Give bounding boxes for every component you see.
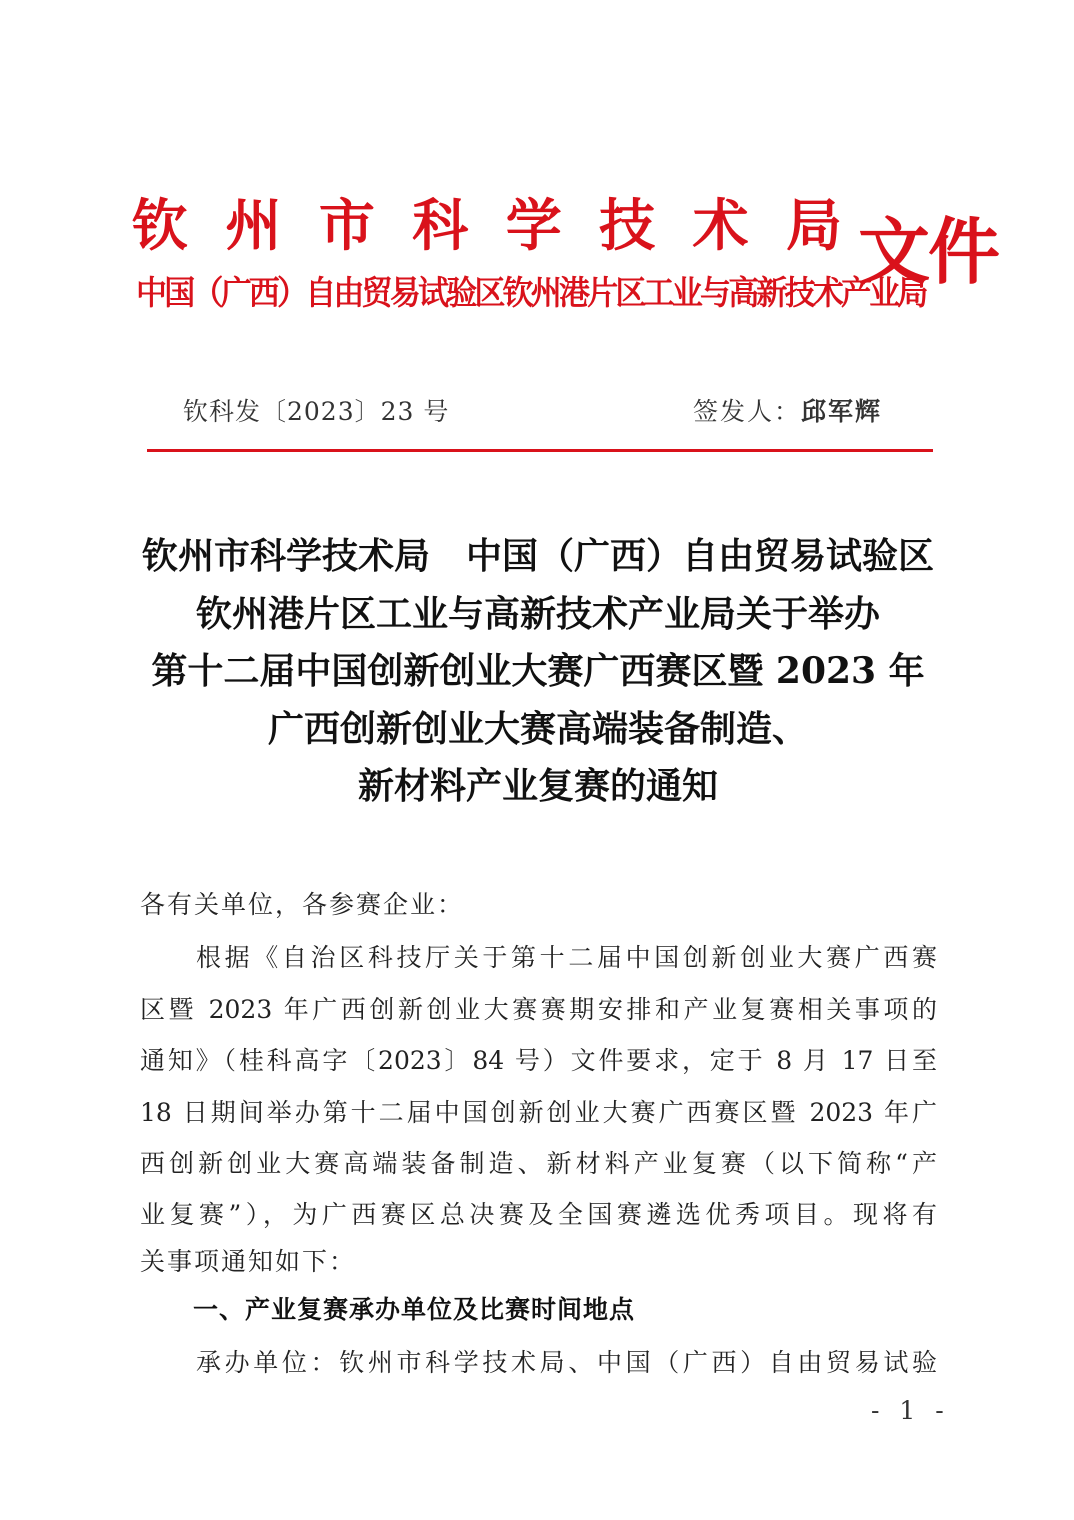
agency-char: 州 <box>225 193 282 259</box>
title-line: 第十二届中国创新创业大赛广西赛区暨 2023 年 <box>151 650 925 692</box>
section-body-line: 承办单位：钦州市科学技术局、中国（广西）自由贸易试验 <box>196 1348 937 1377</box>
agency-char: 科 <box>412 193 469 259</box>
paragraph-line: 区暨 2023 年广西创新创业大赛赛期安排和产业复赛相关事项的 <box>140 995 937 1024</box>
page-number: - 1 - <box>871 1396 950 1425</box>
agency-name-line2: 中国（广西）自由贸易试验区钦州港片区工业与高新技术产业局 <box>136 273 926 312</box>
agency-name-line1 <box>132 193 842 259</box>
paragraph-line: 西创新创业大赛高端装备制造、新材料产业复赛（以下简称“产 <box>140 1149 937 1178</box>
agency-char: 局 <box>785 193 842 259</box>
agency-char: 钦 <box>132 193 188 259</box>
doc-type-label: 文件 <box>858 209 999 294</box>
issuer-label: 签发人： <box>693 397 802 426</box>
title-line: 广西创新创业大赛高端装备制造、 <box>267 707 808 750</box>
paragraph-line: 根据《自治区科技厅关于第十二届中国创新创业大赛广西赛 <box>196 943 937 972</box>
paragraph-line: 业复赛”），为广西赛区总决赛及全国赛遴选优秀项目。现将有 <box>140 1200 937 1229</box>
title-line: 新材料产业复赛的通知 <box>357 765 718 807</box>
agency-char: 术 <box>692 193 749 259</box>
agency-char: 学 <box>505 193 562 259</box>
issuer <box>693 392 882 428</box>
agency-char: 技 <box>599 193 656 259</box>
salutation: 各有关单位，各参赛企业： <box>140 890 465 919</box>
document-title <box>136 528 940 816</box>
paragraph-line: 18 日期间举办第十二届中国创新创业大赛广西赛区暨 2023 年广 <box>140 1098 937 1127</box>
issuer-name: 邱军辉 <box>801 397 883 426</box>
agency-char: 市 <box>318 193 375 259</box>
title-line: 钦州港片区工业与高新技术产业局关于举办 <box>195 592 880 635</box>
section-heading: 一、产业复赛承办单位及比赛时间地点 <box>193 1295 636 1324</box>
red-divider <box>147 449 933 452</box>
doc-number: 钦科发〔2023〕23 号 <box>183 397 450 426</box>
paragraph-line: 通知》（桂科高字〔2023〕84 号）文件要求，定于 8 月 17 日至 <box>140 1046 937 1075</box>
paragraph-line: 关事项通知如下： <box>140 1247 357 1276</box>
title-line: 钦州市科学技术局 中国（广西）自由贸易试验区 <box>141 535 934 577</box>
